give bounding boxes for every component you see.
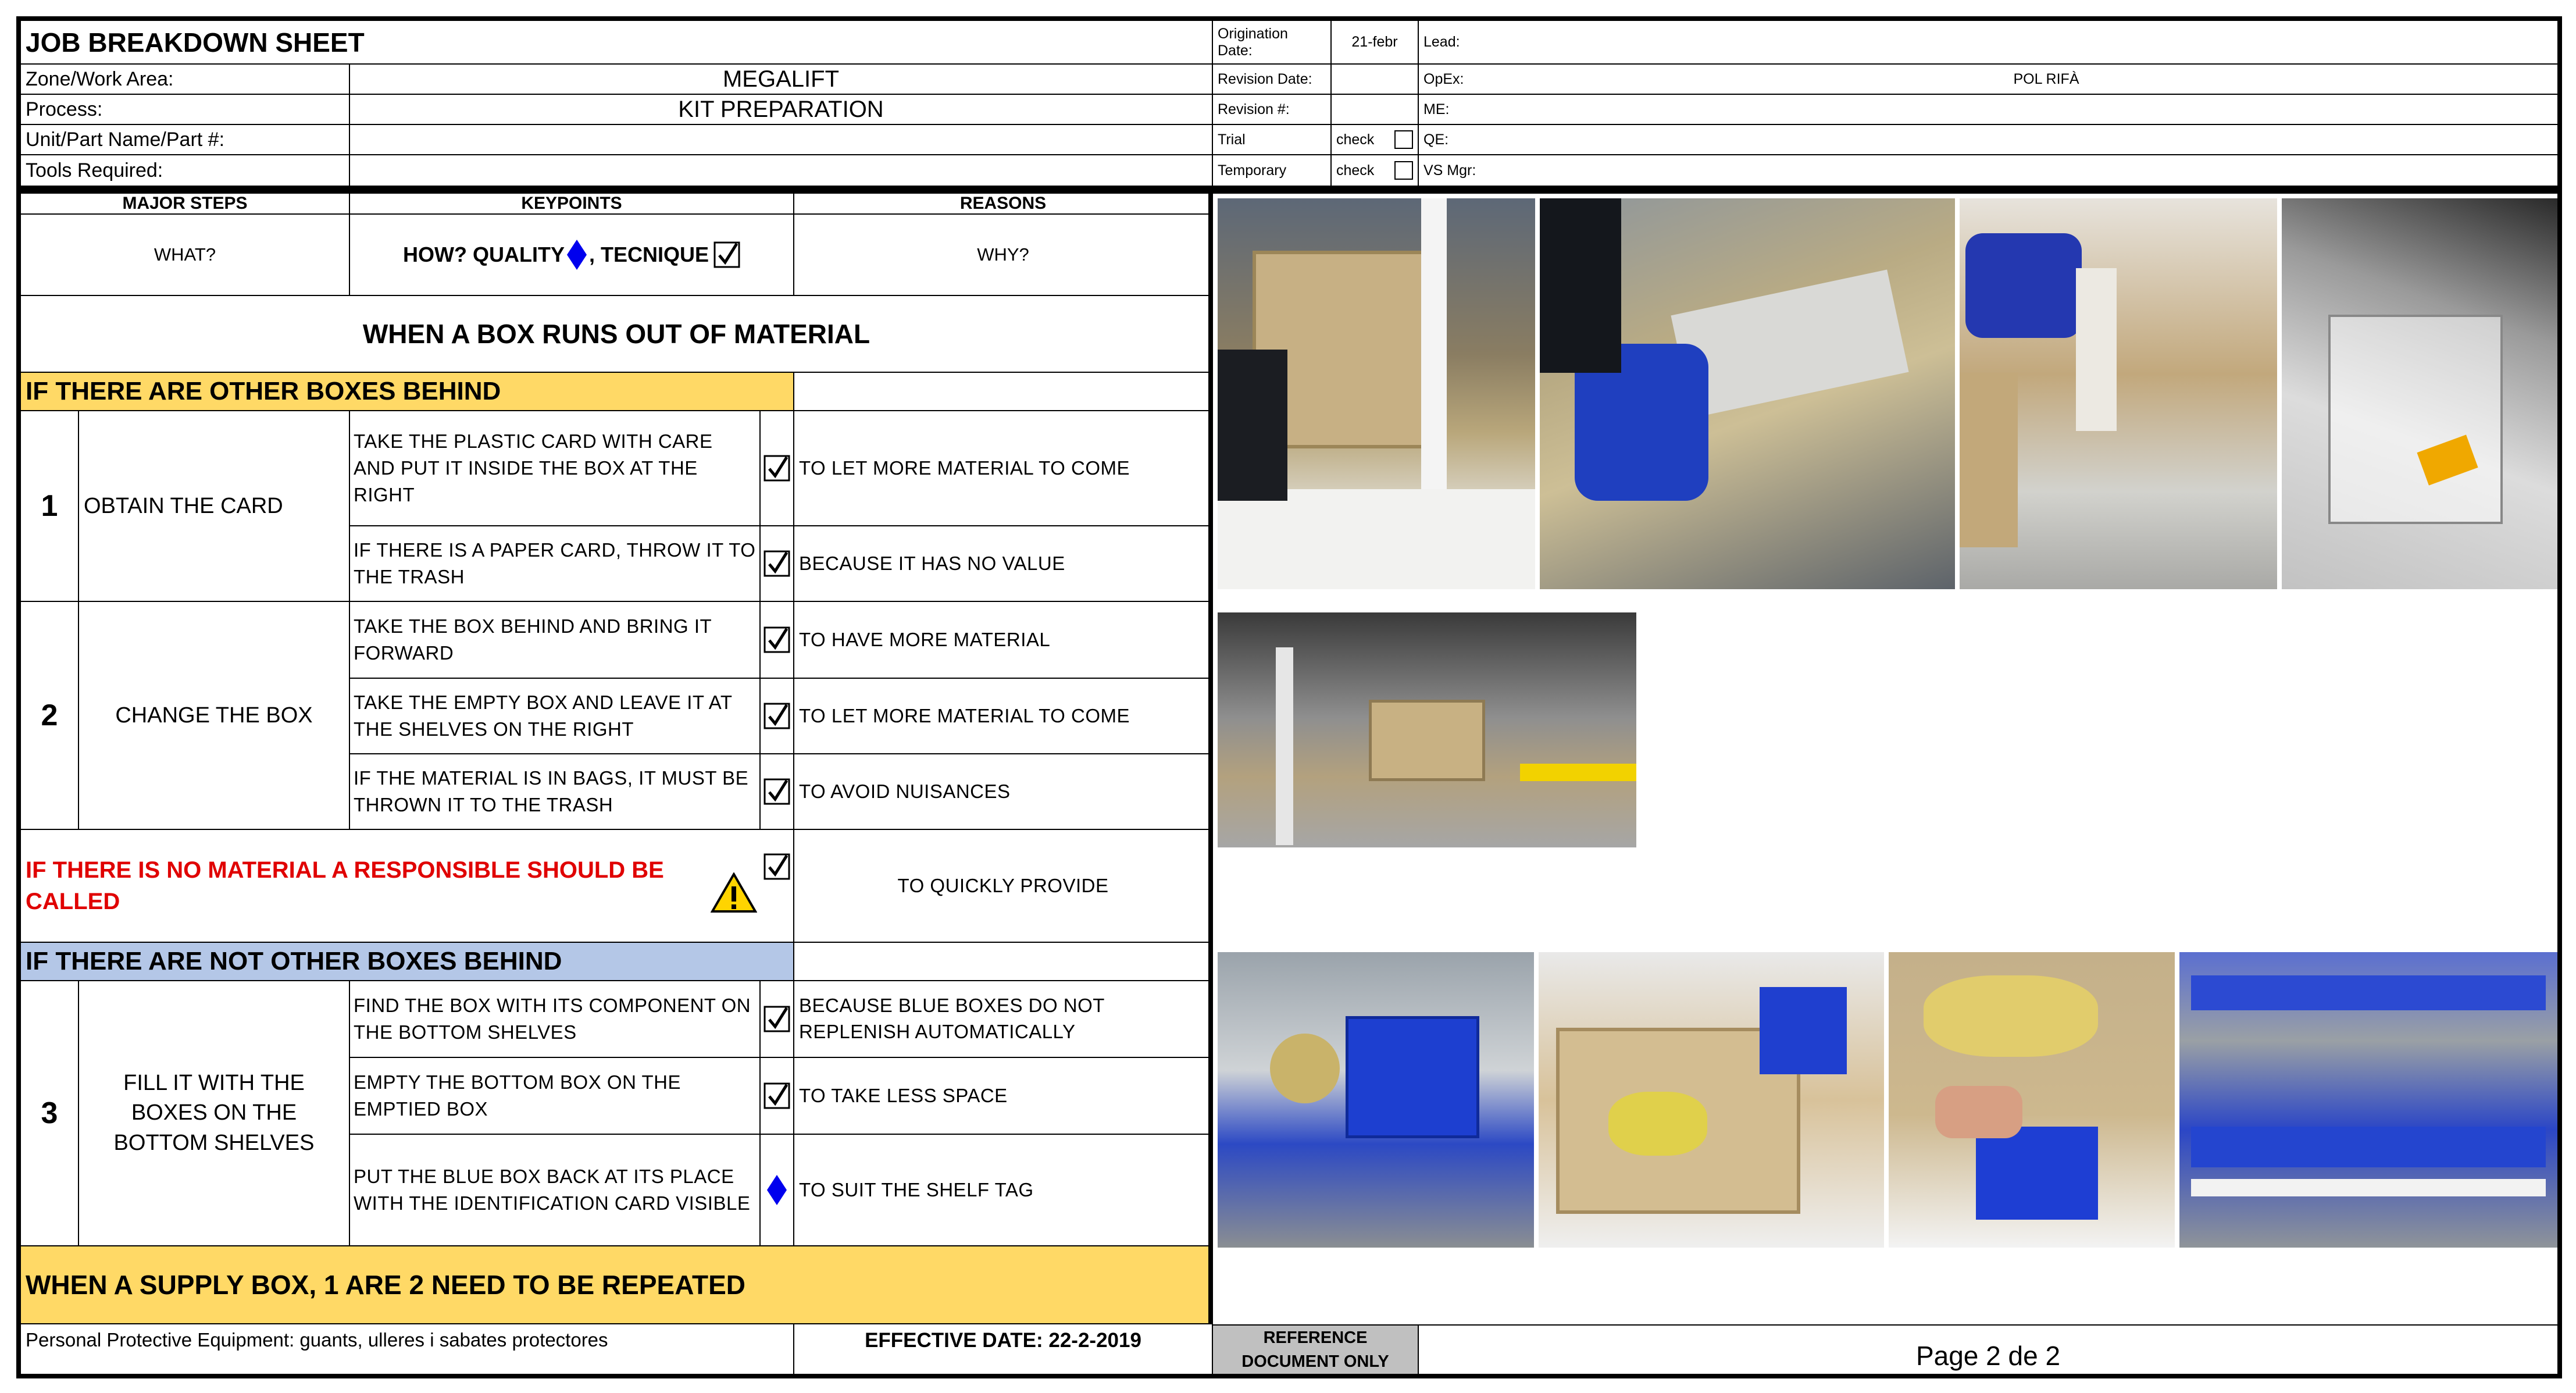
keypoint-marker [761, 411, 794, 526]
technique-check-icon [763, 853, 790, 880]
step-name: OBTAIN THE CARD [79, 411, 350, 602]
why-header: WHY? [794, 215, 1213, 296]
components-shape [1924, 975, 2098, 1057]
reason-text: TO TAKE LESS SPACE [794, 1058, 1213, 1135]
qe-label: QE: [1419, 125, 2557, 155]
what-header: WHAT? [21, 215, 350, 296]
subsection-other-boxes-reason [794, 373, 1213, 411]
warning-text: IF THERE IS NO MATERIAL A RESPONSIBLE SHOULD BE CALLED [21, 830, 725, 943]
technique-check-icon [763, 703, 790, 729]
technique-check-icon [763, 1006, 790, 1032]
keypoint-marker [761, 526, 794, 602]
sheet-title: JOB BREAKDOWN SHEET [21, 21, 1213, 65]
photo-empty-into-box [1539, 952, 1884, 1248]
card-shape [2076, 268, 2117, 431]
blue-box-shape [1976, 1127, 2098, 1220]
reason-text: TO HAVE MORE MATERIAL [794, 602, 1213, 679]
blue-box-shape [1760, 987, 1847, 1074]
blue-box-row-shape [2191, 1127, 2546, 1167]
step-name: FILL IT WITH THE BOXES ON THE BOTTOM SHELVES [79, 981, 350, 1246]
quality-diamond-icon [767, 1175, 787, 1205]
tan-box-shape [1369, 700, 1485, 781]
technique-check-icon [763, 1082, 790, 1109]
origination-label: Origination Date: [1213, 21, 1332, 65]
reason-text: TO SUIT THE SHELF TAG [794, 1135, 1213, 1246]
quality-diamond-icon [567, 240, 587, 270]
temporary-check-label: check [1336, 162, 1375, 179]
reason-text: TO LET MORE MATERIAL TO COME [794, 679, 1213, 754]
repeat-note: WHEN A SUPPLY BOX, 1 ARE 2 NEED TO BE REPEATED [21, 1246, 1213, 1324]
subsection-other-boxes: IF THERE ARE OTHER BOXES BEHIND [21, 373, 794, 411]
keypoint-text: TAKE THE BOX BEHIND AND BRING IT FORWARD [350, 602, 761, 679]
technique-check-icon [763, 778, 790, 805]
revision-num-label: Revision #: [1213, 95, 1332, 125]
revision-num-value [1332, 95, 1419, 125]
process-value: KIT PREPARATION [350, 95, 1213, 125]
keypoint-marker [761, 1058, 794, 1135]
technique-check-icon [713, 241, 740, 268]
floor-tape-shape [1520, 764, 1636, 781]
components-shape [1270, 1034, 1340, 1103]
step-number: 1 [21, 411, 79, 602]
me-label: ME: [1419, 95, 2557, 125]
effective-date: EFFECTIVE DATE: 22-2-2019 [794, 1324, 1213, 1374]
major-steps-header: MAJOR STEPS [21, 194, 350, 215]
photo-box-forward [1218, 612, 1636, 847]
keypoint-text: TAKE THE EMPTY BOX AND LEAVE IT AT THE SHELVES ON THE RIGHT [350, 679, 761, 754]
checkbox-icon[interactable] [1394, 161, 1413, 180]
warning-icon-cell [725, 830, 761, 943]
tools-value [350, 155, 1213, 186]
technique-label: , TECNIQUE [588, 243, 709, 266]
technique-check-icon [763, 550, 790, 577]
how-header [350, 215, 794, 296]
keypoint-marker [761, 830, 794, 943]
revision-date-label: Revision Date: [1213, 65, 1332, 95]
header-separator [21, 186, 2557, 194]
keypoint-marker [761, 1135, 794, 1246]
trial-check-label: check [1336, 131, 1375, 148]
ppe-text: Personal Protective Equipment: guants, ulleres i sabates protectores [21, 1324, 794, 1374]
hand-shape [1935, 1086, 2022, 1138]
reason-text: BECAUSE IT HAS NO VALUE [794, 526, 1213, 602]
bag-shape [2328, 315, 2503, 524]
keypoint-marker [761, 679, 794, 754]
keypoints-header: KEYPOINTS [350, 194, 794, 215]
photo-blue-box-shelf [1218, 952, 1534, 1248]
unit-value [350, 125, 1213, 155]
zone-value: MEGALIFT [350, 65, 1213, 95]
tan-box-shape [1960, 373, 2018, 547]
process-label: Process: [21, 95, 350, 125]
tools-label: Tools Required: [21, 155, 350, 186]
opex-label: OpEx: [1419, 65, 1535, 95]
keypoint-marker [761, 754, 794, 830]
origination-value: 21-febr [1332, 21, 1419, 65]
photo-shelf-boxes [1218, 198, 1535, 589]
warning-triangle-icon [711, 872, 757, 913]
components-shape [1608, 1092, 1707, 1156]
subsection-no-boxes-reason [794, 943, 1213, 981]
sleeve-shape [1540, 198, 1621, 373]
trial-check[interactable] [1332, 125, 1419, 155]
technique-check-icon [763, 626, 790, 653]
step-number: 3 [21, 981, 79, 1246]
keypoint-text: IF THERE IS A PAPER CARD, THROW IT TO THE TRASH [350, 526, 761, 602]
unit-label: Unit/Part Name/Part #: [21, 125, 350, 155]
keypoint-text: PUT THE BLUE BOX BACK AT ITS PLACE WITH THE IDENTIFICATION CARD VISIBLE [350, 1135, 761, 1246]
how-label: HOW? QUALITY [403, 243, 565, 266]
warning-reason: TO QUICKLY PROVIDE [794, 830, 1213, 943]
job-breakdown-sheet [16, 16, 2562, 1378]
table-shape [1218, 489, 1535, 589]
keypoint-text: FIND THE BOX WITH ITS COMPONENT ON THE BOTTOM SHELVES [350, 981, 761, 1058]
technique-check-icon [763, 455, 790, 482]
reasons-header: REASONS [794, 194, 1213, 215]
photo-pour-components [1889, 952, 2175, 1248]
zone-label: Zone/Work Area: [21, 65, 350, 95]
keypoint-marker [761, 602, 794, 679]
checkbox-icon[interactable] [1394, 130, 1413, 149]
rail-shape [1276, 647, 1293, 845]
vsmgr-label: VS Mgr: [1423, 162, 1476, 179]
temporary-label: Temporary [1213, 155, 1332, 186]
photo-card-hand [1540, 198, 1955, 589]
reference-only: REFERENCE DOCUMENT ONLY [1213, 1324, 1419, 1374]
step-name: CHANGE THE BOX [79, 602, 350, 830]
revision-date-value [1332, 65, 1419, 95]
step-number: 2 [21, 602, 79, 830]
keypoint-text: TAKE THE PLASTIC CARD WITH CARE AND PUT IT INSIDE THE BOX AT THE RIGHT [350, 411, 761, 526]
trial-label: Trial [1213, 125, 1332, 155]
keypoint-marker [761, 981, 794, 1058]
reason-text: BECAUSE BLUE BOXES DO NOT REPLENISH AUTOMATICALLY [794, 981, 1213, 1058]
arm-shape [1218, 350, 1287, 501]
photo-shelf-tags [2179, 952, 2557, 1248]
subsection-no-boxes: IF THERE ARE NOT OTHER BOXES BEHIND [21, 943, 794, 981]
page-number: Page 2 de 2 [1419, 1324, 2557, 1374]
photo-card-insert [1960, 198, 2277, 589]
keypoint-text: IF THE MATERIAL IS IN BAGS, IT MUST BE THROWN IT TO THE TRASH [350, 754, 761, 830]
lead-label: Lead: [1419, 21, 2557, 65]
keypoint-text: EMPTY THE BOTTOM BOX ON THE EMPTIED BOX [350, 1058, 761, 1135]
photo-panel-divider [1208, 194, 1213, 1324]
photo-plastic-bag [2282, 198, 2557, 589]
section-title: WHEN A BOX RUNS OUT OF MATERIAL [21, 296, 1213, 373]
temporary-check[interactable] [1332, 155, 1419, 186]
reason-text: TO AVOID NUISANCES [794, 754, 1213, 830]
blue-glove-shape [1965, 233, 2082, 338]
blue-box-row-shape [2191, 975, 2546, 1010]
blue-box-shape [1346, 1016, 1479, 1138]
opex-value: POL RIFÀ [1535, 65, 2557, 95]
reason-text: TO LET MORE MATERIAL TO COME [794, 411, 1213, 526]
shelf-tag-row-shape [2191, 1179, 2546, 1196]
